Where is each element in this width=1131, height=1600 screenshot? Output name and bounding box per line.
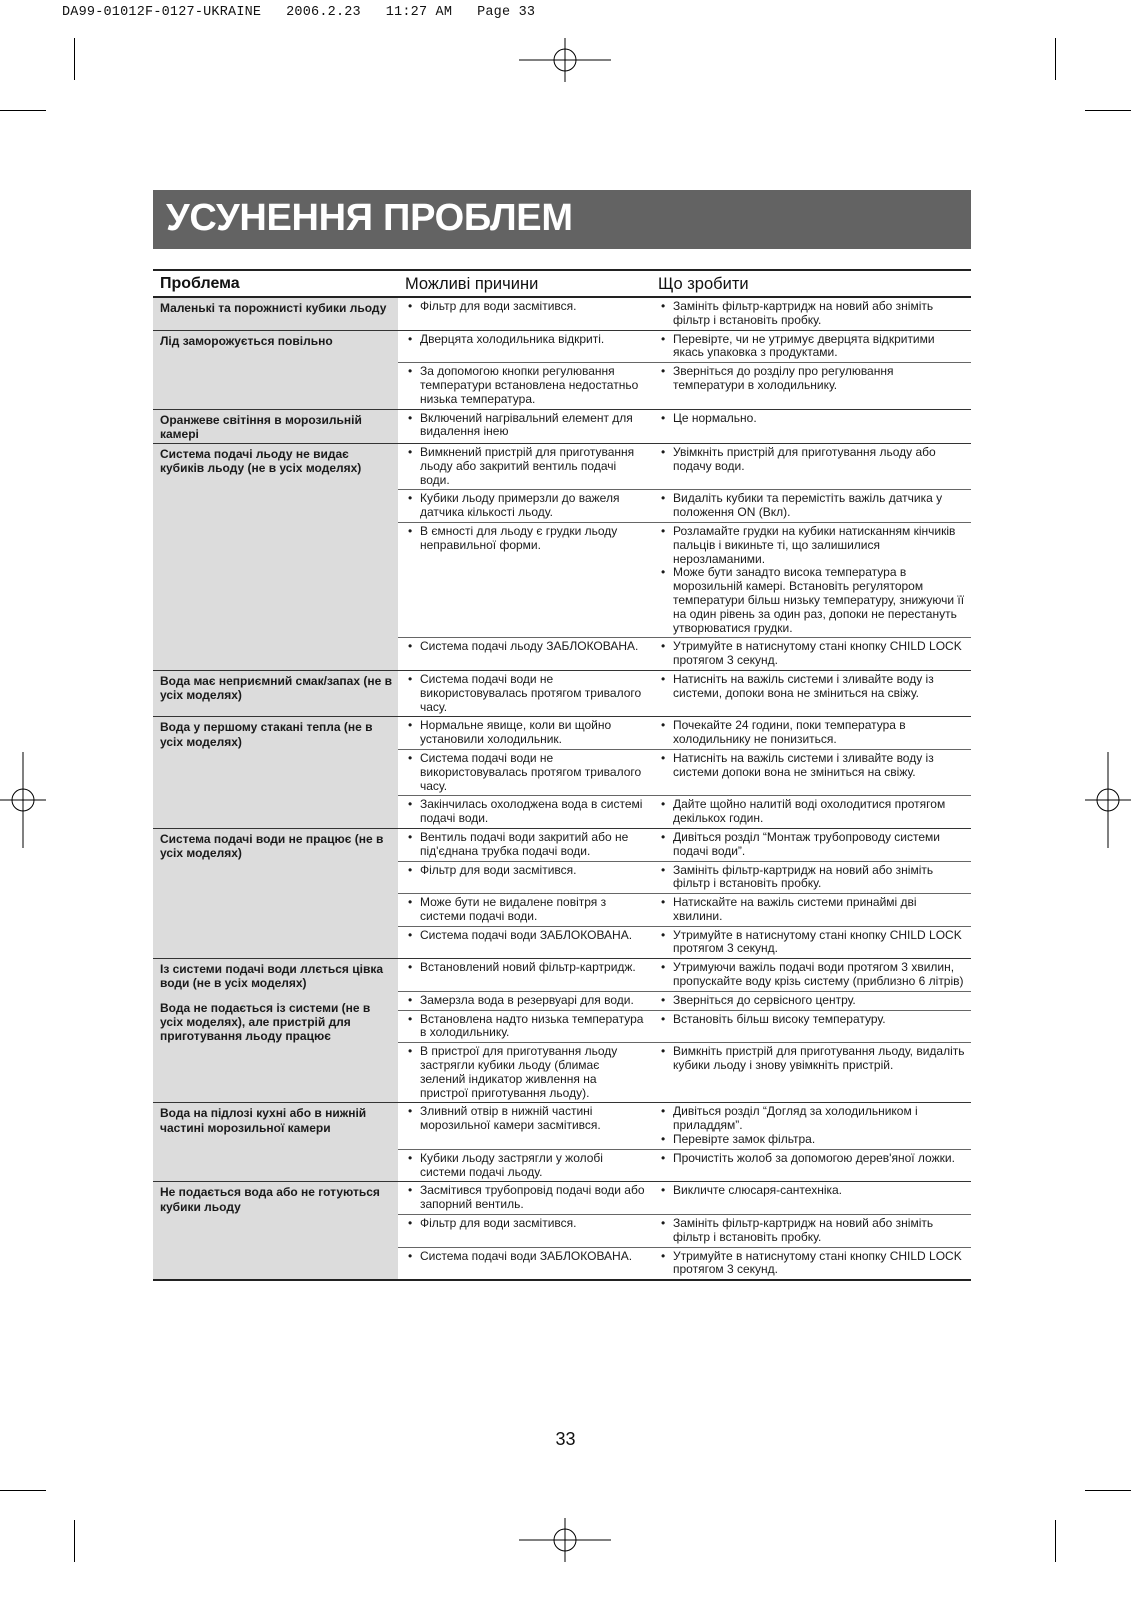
cause-item [408,798,645,826]
cause-text: Фільтр для води засмітився. [420,1216,577,1231]
action-item [661,673,965,701]
action-text: Почекайте 24 години, поки температура в холодильнику не понизиться. [673,718,906,747]
cause-text: Встановлена надто низька температура в холодильнику. [420,1011,644,1040]
bullet-icon: • [408,1248,413,1263]
action-cell [651,796,971,828]
table-row [398,1182,971,1214]
bullet-icon: • [408,862,413,877]
action-item [661,864,965,892]
action-item [661,525,965,566]
table-row [398,444,971,489]
problem-cell [153,829,398,958]
bullet-icon: • [408,797,413,812]
table-row [398,1042,971,1102]
cause-action-rows [398,298,971,330]
table-row [398,671,971,716]
cause-item [408,1217,645,1231]
crop-mark [1085,1490,1131,1491]
action-item [661,831,965,859]
problem-group [153,331,971,410]
table-row [398,749,971,795]
bullet-icon: • [408,992,413,1007]
cause-text: Фільтр для води засмітився. [420,862,577,877]
cause-item [408,929,645,943]
cause-cell [398,1182,651,1214]
table-header [153,269,971,298]
action-cell [651,638,971,670]
bullet-icon: • [661,1104,666,1119]
registration-mark-icon [0,752,46,848]
crop-mark [0,110,46,111]
action-item [661,961,965,989]
cause-text: Засмітився трубопровід подачі води або запорний вентиль. [420,1183,645,1212]
table-row [398,331,971,363]
bullet-icon: • [408,444,413,459]
bullet-icon: • [408,331,413,346]
action-cell [651,523,971,637]
cause-action-rows [398,717,971,828]
action-cell [651,410,971,442]
problem-text: Лід заморожується повільно [160,333,333,348]
action-item [661,492,965,520]
action-cell [651,1150,971,1182]
cause-item [408,831,645,859]
action-item [661,719,965,747]
action-text: Дивіться розділ “Догляд за холодильником і приладдям”. [673,1104,918,1133]
problem-text: Система подачі води не працює (не в усіх моделях) [160,831,384,861]
action-text: Перевірте, чи не утримує дверцята відкритими якась упаковка з продуктами. [673,331,935,360]
bullet-icon: • [661,1248,666,1263]
cause-cell [398,1150,651,1182]
action-text: Утримуючи важіль подачі води протягом 3 хвилин, пропускайте воду крізь систему (приблизно 6 літрів) [673,960,964,989]
problem-text: Вода має неприємний смак/запах (не в усіх моделях) [160,673,392,703]
bullet-icon: • [408,1011,413,1026]
cause-cell [398,1215,651,1247]
action-item [661,640,965,668]
action-cell [651,717,971,749]
problem-text: Із системи подачі води ллється цівка води (не в усіх моделях) [160,962,384,991]
cause-action-rows [398,829,971,958]
bullet-icon: • [661,1183,666,1198]
cause-cell [398,750,651,795]
cause-item [408,961,645,975]
action-text: Це нормально. [673,410,757,425]
table-row [398,893,971,926]
cause-cell [398,638,651,670]
problem-text: Оранжеве світіння в морозильній камері [160,412,362,441]
cause-cell [398,1043,651,1102]
cause-action-rows [398,671,971,716]
cause-text: Кубики льоду застрягли у жолобі системи подачі льоду. [420,1150,603,1179]
action-cell [651,1103,971,1148]
crop-mark [74,38,75,80]
problem-group [153,717,971,829]
problem-cell [153,1103,398,1181]
cause-item [408,525,645,553]
problem-group [153,444,971,671]
table-row [398,362,971,408]
bullet-icon: • [661,862,666,877]
action-text: Зверніться до розділу про регулювання температури в холодильнику. [673,364,894,392]
action-cell [651,363,971,408]
bullet-icon: • [661,1132,666,1147]
cause-item [408,1184,645,1212]
table-row [398,795,971,828]
table-row [398,489,971,522]
cause-cell [398,523,651,637]
problem-text: Вода не подається із системи (не в усіх моделях), але пристрій для приготування льоду працює [160,1000,371,1044]
bullet-icon: • [408,639,413,654]
action-cell [651,750,971,795]
bullet-icon: • [661,444,666,459]
problem-text: Вода у першому стакані тепла (не в усіх моделях) [160,720,373,749]
action-cell [651,829,971,861]
title-bar [153,190,971,249]
action-item [661,566,965,635]
table-row [398,522,971,637]
column-header-actions: Що зробити [658,275,749,293]
bullet-icon: • [408,523,413,538]
cause-text: Система подачі води ЗАБЛОКОВАНА. [420,927,633,942]
cause-item [408,333,645,347]
cause-item [408,896,645,924]
cause-text: В ємності для льоду є грудки льоду неправильної форми. [420,523,618,552]
bullet-icon: • [661,331,666,346]
cause-text: Закінчилась охолоджена вода в системі подачі води. [420,797,643,826]
crop-mark [74,1520,75,1562]
cause-cell [398,829,651,861]
problem-text: Система подачі льоду не видає кубиків льоду (не в усіх моделях) [160,446,362,476]
action-text: Утримуйте в натиснутому стані кнопку CHILD LOCK протягом 3 секунд. [673,927,962,956]
bullet-icon: • [661,927,666,942]
table-row [398,717,971,749]
table-row [398,298,971,330]
action-item [661,1152,965,1166]
cause-cell [398,862,651,894]
action-cell [651,490,971,522]
bullet-icon: • [408,1183,413,1198]
bullet-icon: • [661,565,666,580]
crop-mark [1055,1520,1056,1562]
action-item [661,1013,965,1027]
cause-item [408,640,645,654]
bullet-icon: • [661,299,666,313]
cause-cell [398,992,651,1010]
cause-text: Включений нагрівальний елемент для видалення інею [420,410,633,439]
problem-cell [153,444,398,670]
table-row [398,1149,971,1182]
crop-mark [1055,38,1056,80]
action-text: Викличте слюсаря-сантехніка. [673,1183,843,1198]
bullet-icon: • [408,1104,413,1119]
action-cell [651,298,971,330]
bullet-icon: • [408,671,413,686]
cause-text: Система подачі води не використовувалась протягом тривалого часу. [420,750,642,793]
table-row [398,1010,971,1043]
cause-text: Дверцята холодильника відкриті. [420,331,605,346]
problem-cell [153,959,398,1102]
bullet-icon: • [408,1044,413,1059]
cause-text: Вентиль подачі води закритий або не під'єднана трубка подачі води. [420,829,629,858]
column-header-causes: Можливі причини [405,275,539,293]
cause-cell [398,894,651,926]
bullet-icon: • [661,829,666,844]
cause-item [408,492,645,520]
cause-item [408,365,645,406]
problem-cell [153,717,398,828]
action-text: Утримуйте в натиснутому стані кнопку CHILD LOCK протягом 3 секунд. [673,1248,962,1277]
action-text: Перевірте замок фільтра. [673,1132,816,1147]
table-row [398,991,971,1010]
cause-cell [398,331,651,363]
problem-text: Маленькі та порожнисті кубики льоду [160,301,387,315]
action-cell [651,992,971,1010]
cause-cell [398,363,651,408]
bullet-icon: • [408,1216,413,1231]
action-item [661,1217,965,1245]
cause-text: В пристрої для приготування льоду застрягли кубики льоду (блимає зелений індикатор живлення на пристрої приготування льоду). [420,1044,618,1100]
action-cell [651,444,971,489]
bullet-icon: • [661,797,666,812]
action-text: Натискайте на важіль системи принаймі дві хвилини. [673,895,917,923]
column-header-problem: Проблема [160,275,240,292]
action-cell [651,671,971,716]
crop-mark [1085,110,1131,111]
bullet-icon: • [661,364,666,379]
table-row [398,410,971,442]
action-text: Натисніть на важіль системи і зливайте воду із системи, допоки вона не зміниться на свіжу. [673,671,934,700]
cause-action-rows [398,959,971,1102]
cause-item [408,446,645,487]
action-text: Увімкніть пристрій для приготування льоду або подачу води. [673,444,936,473]
cause-item [408,673,645,714]
problem-text: Не подається вода або не готуються кубики льоду [160,1185,380,1214]
cause-item [408,864,645,878]
action-cell [651,927,971,959]
bullet-icon: • [408,960,413,975]
problem-group [153,1182,971,1281]
cause-text: Система подачі води не використовувалась протягом тривалого часу. [420,671,642,714]
bullet-icon: • [408,410,413,425]
cause-action-rows [398,410,971,443]
cause-text: Система подачі льоду ЗАБЛОКОВАНА. [420,639,639,654]
action-text: Вимкніть пристрій для приготування льоду, видаліть кубики льоду і знову увімкніть пристрій. [673,1044,965,1073]
action-text: Замініть фільтр-картридж на новий або зніміть фільтр і встановіть пробку. [673,862,934,891]
action-text: Дайте щойно налитій воді охолодитися протягом декількох годин. [673,797,946,826]
action-text: Натисніть на важіль системи і зливайте воду із системи допоки вона не зміниться на свіжу. [673,750,934,779]
action-cell [651,1011,971,1043]
cause-item [408,752,645,793]
problem-group [153,298,971,331]
problem-group [153,671,971,717]
problem-group [153,829,971,959]
table-row [398,829,971,861]
troubleshooting-table [153,269,971,1281]
action-text: Утримуйте в натиснутому стані кнопку CHILD LOCK протягом 3 секунд. [673,639,962,668]
bullet-icon: • [661,639,666,654]
cause-action-rows [398,444,971,670]
cause-cell [398,444,651,489]
bullet-icon: • [661,992,666,1007]
cause-cell [398,298,651,330]
table-row [398,861,971,894]
registration-mark-icon [519,1518,611,1562]
table-row [398,1247,971,1280]
cause-text: Нормальне явище, коли ви щойно установили холодильник. [420,718,612,747]
bullet-icon: • [408,895,413,910]
action-text: Може бути занадто висока температура в морозильній камері. Встановіть регулятором температури більш низьку температуру, знижуючи її на один рівень за один раз, допоки не перестануть утворюватися грудки. [673,565,965,635]
bullet-icon: • [661,523,666,538]
action-item [661,896,965,924]
cause-text: Система подачі води ЗАБЛОКОВАНА. [420,1248,633,1263]
action-cell [651,1043,971,1102]
bullet-icon: • [408,491,413,506]
action-item [661,1250,965,1278]
cause-action-rows [398,331,971,409]
registration-mark-icon [519,38,611,82]
action-cell [651,959,971,991]
cause-text: За допомогою кнопки регулювання температури встановлена недостатньо низька температура. [420,364,639,406]
crop-mark [0,1490,46,1491]
action-item [661,994,965,1008]
action-item [661,1105,965,1133]
cause-cell [398,490,651,522]
cause-text: Фільтр для води засмітився. [420,299,577,313]
cause-cell [398,717,651,749]
bullet-icon: • [661,750,666,765]
bullet-icon: • [408,829,413,844]
cause-cell [398,410,651,442]
action-cell [651,1248,971,1280]
cause-cell [398,927,651,959]
cause-item [408,1152,645,1180]
bullet-icon: • [408,718,413,733]
cause-item [408,1105,645,1133]
table-row [398,1103,971,1148]
action-text: Замініть фільтр-картридж на новий або зніміть фільтр і встановіть пробку. [673,299,934,327]
action-item [661,752,965,780]
cause-item [408,994,645,1008]
cause-text: Кубики льоду примерзли до важеля датчика кількості льоду. [420,491,620,520]
cause-item [408,1045,645,1100]
problem-cell [153,331,398,409]
action-cell [651,1182,971,1214]
bullet-icon: • [408,299,413,313]
bullet-icon: • [661,671,666,686]
action-text: Замініть фільтр-картридж на новий або зніміть фільтр і встановіть пробку. [673,1216,934,1244]
bullet-icon: • [661,1216,666,1231]
cause-text: Встановлений новий фільтр-картридж. [420,960,636,975]
action-cell [651,331,971,363]
problem-cell [153,410,398,443]
action-item [661,412,965,426]
action-item [661,446,965,474]
bullet-icon: • [661,1044,666,1059]
bullet-icon: • [661,410,666,425]
problem-group [153,959,971,1103]
cause-item [408,300,645,314]
page-number: 33 [555,1429,576,1449]
bullet-icon: • [661,895,666,910]
problem-group [153,410,971,444]
cause-cell [398,1011,651,1043]
cause-cell [398,796,651,828]
action-item [661,798,965,826]
problem-text: Вода на підлозі кухні або в нижній частині морозильної камери [160,1106,367,1135]
action-cell [651,862,971,894]
action-text: Прочистіть жолоб за допомогою дерев'яної ложки. [673,1150,955,1165]
action-item [661,1133,965,1147]
cause-item [408,1250,645,1264]
action-text: Зверніться до сервісного центру. [673,992,856,1007]
page-title: УСУНЕННЯ ПРОБЛЕМ [166,197,573,239]
bullet-icon: • [661,960,666,975]
bullet-icon: • [408,364,413,379]
table-row [398,959,971,991]
bullet-icon: • [661,1011,666,1026]
cause-text: Зливний отвір в нижній частині морозильної камери засмітився. [420,1104,601,1133]
action-text: Встановіть більш високу температуру. [673,1011,886,1026]
action-text: Видаліть кубики та перемістіть важіль датчика у положення ON (Вкл). [673,491,943,520]
bullet-icon: • [408,750,413,765]
table-row [398,1214,971,1247]
cause-cell [398,671,651,716]
cause-cell [398,1103,651,1148]
cause-text: Вимкнений пристрій для приготування льоду або закритий вентиль подачі води. [420,444,635,487]
cause-cell [398,1248,651,1280]
table-row [398,926,971,959]
table-row [398,637,971,670]
cause-text: Замерзла вода в резервуарі для води. [420,992,634,1007]
cause-item [408,719,645,747]
cause-cell [398,959,651,991]
problem-group [153,1103,971,1182]
bullet-icon: • [661,718,666,733]
action-item [661,929,965,957]
action-item [661,300,965,328]
cause-item [408,412,645,440]
action-item [661,365,965,393]
table-body [153,298,971,1281]
cause-item [408,1013,645,1041]
action-item [661,333,965,361]
problem-cell [153,1182,398,1279]
action-text: Дивіться розділ “Монтаж трубопроводу системи подачі води”. [673,829,940,858]
bullet-icon: • [661,491,666,506]
bullet-icon: • [661,1150,666,1165]
action-cell [651,894,971,926]
action-cell [651,1215,971,1247]
action-item [661,1184,965,1198]
bullet-icon: • [408,927,413,942]
cause-action-rows [398,1103,971,1181]
cause-action-rows [398,1182,971,1279]
bullet-icon: • [408,1150,413,1165]
action-text: Розламайте грудки на кубики натисканням кінчиків пальців і викиньте ті, що залишилися нерозламаними. [673,523,956,566]
problem-cell [153,671,398,716]
action-item [661,1045,965,1073]
registration-mark-icon [1085,752,1131,848]
cause-text: Може бути не видалене повітря з системи подачі води. [420,895,607,923]
print-slug: DA99-01012F-0127-UKRAINE 2006.2.23 11:27 AM Page 33 [62,5,536,20]
problem-cell [153,298,398,330]
